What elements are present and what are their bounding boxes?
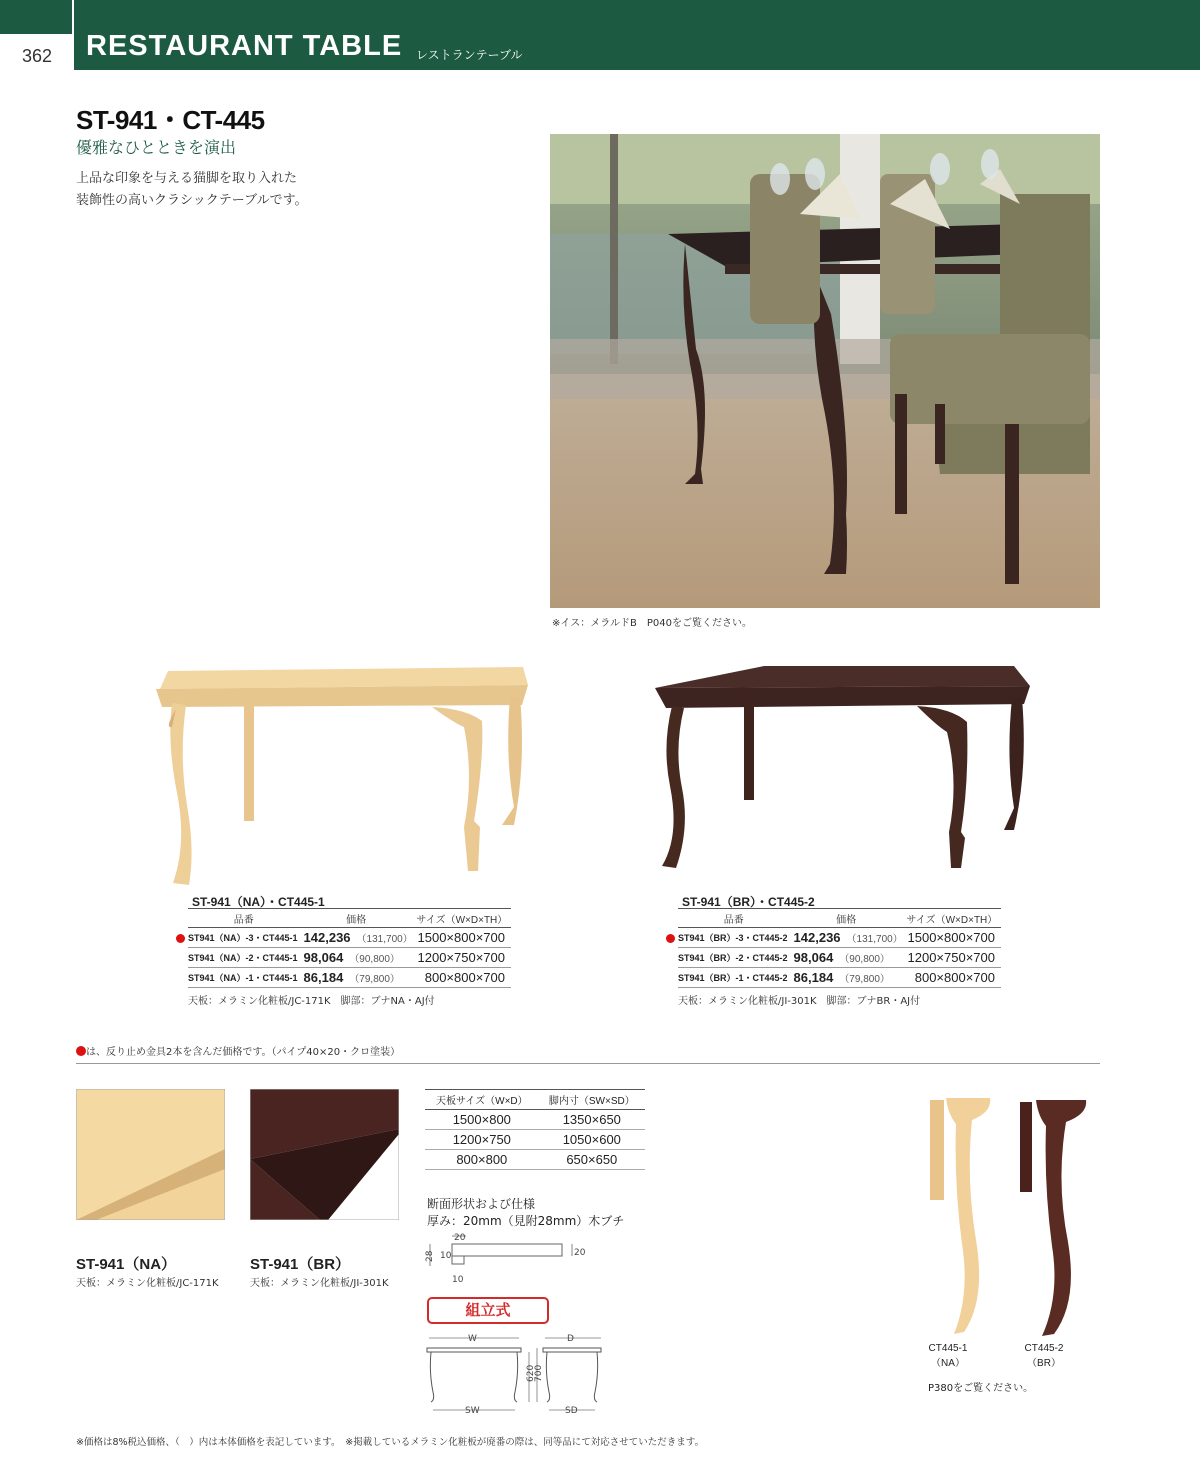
- column-header: 価格: [300, 909, 413, 928]
- table-row: [425, 1150, 645, 1170]
- bracket-note: [76, 1043, 400, 1058]
- dim-label: 20: [454, 1233, 466, 1243]
- photo-caption: ※イス：メラルドB P040をご覧ください。: [552, 618, 752, 629]
- leg-color: （NA）: [931, 1358, 965, 1369]
- table-row: [188, 968, 511, 988]
- column-header: 品番: [678, 909, 790, 928]
- price: 86,184: [793, 970, 834, 985]
- price-excl-tax: （131,700）: [846, 934, 903, 945]
- assembly-diagram: [425, 1330, 605, 1418]
- price: 98,064: [303, 950, 344, 965]
- product-code-text: ST941（BR）-3・CT445-2: [678, 933, 788, 943]
- column-header: 品番: [188, 909, 300, 928]
- legs-image: [918, 1090, 1098, 1340]
- header-divider: [72, 0, 74, 70]
- price-cell: [790, 968, 903, 988]
- price-excl-tax: （90,800）: [839, 954, 890, 965]
- product-code: [188, 928, 300, 948]
- table-header-row: [425, 1090, 645, 1110]
- price-cell: [300, 968, 413, 988]
- assembly-badge: 組立式: [427, 1297, 549, 1324]
- height-label: 620: [526, 1364, 536, 1382]
- table-row: [678, 968, 1001, 988]
- price-excl-tax: （79,800）: [349, 974, 400, 985]
- table-row: [425, 1110, 645, 1130]
- price: 142,236: [303, 930, 351, 945]
- product-code: ST941（NA）-1・CT445-1: [188, 968, 300, 988]
- swatch-na: [76, 1089, 225, 1220]
- price-cell: [790, 948, 903, 968]
- table-row: [188, 948, 511, 968]
- swatch-label-na: ST-941（NA）: [76, 1256, 177, 1273]
- spec-table-na: [188, 908, 511, 988]
- leg-color: （BR）: [1027, 1358, 1061, 1369]
- bracket-marker-icon: [176, 934, 185, 943]
- column-header: 価格: [790, 909, 903, 928]
- bracket-marker-icon: [76, 1046, 86, 1056]
- dimension-table: [425, 1089, 645, 1170]
- price-cell: [300, 928, 413, 948]
- table-row: [188, 928, 511, 948]
- product-code-text: ST941（NA）-3・CT445-1: [188, 933, 298, 943]
- size: 800×800×700: [413, 968, 511, 988]
- intro-line: 上品な印象を与える猫脚を取り入れた: [76, 171, 298, 186]
- column-header: 脚内寸（SW×SD）: [539, 1090, 645, 1110]
- table-na-image: [150, 665, 530, 887]
- column-header: 天板サイズ（W×D）: [425, 1090, 539, 1110]
- page-title: RESTAURANT TABLE: [86, 30, 403, 62]
- section-title: 断面形状および仕様: [427, 1197, 536, 1211]
- dim-label: 10: [452, 1275, 464, 1285]
- spec-table-br: [678, 908, 1001, 988]
- column-header: サイズ（W×D×TH）: [903, 909, 1001, 928]
- price-cell: [790, 928, 903, 948]
- top-size: 1200×750: [425, 1130, 539, 1150]
- intro-line: 装飾性の高いクラシックテーブルです。: [76, 193, 308, 208]
- sd-label: SD: [565, 1406, 578, 1416]
- height-label: 700: [534, 1364, 544, 1382]
- price: 142,236: [793, 930, 841, 945]
- section-profile-diagram: [422, 1230, 587, 1285]
- footer-note: ※価格は8%税込価格、（ ）内は本体価格を表記しています。 ※掲載しているメラミン化粧板が廃番の際は、同等品にて対応させていただきます。: [76, 1437, 704, 1448]
- swatch-desc-br: 天板：メラミン化粧板/JI-301K: [250, 1278, 389, 1289]
- top-size: 800×800: [425, 1150, 539, 1170]
- price: 98,064: [793, 950, 834, 965]
- size: 1200×750×700: [413, 948, 511, 968]
- variant-name-na: ST-941（NA）・CT445-1: [192, 895, 325, 909]
- dim-label: 20: [574, 1248, 586, 1258]
- page-number: 362: [0, 34, 72, 70]
- dim-label: 10: [440, 1251, 452, 1261]
- bracket-marker-icon: [666, 934, 675, 943]
- price: 86,184: [303, 970, 344, 985]
- size: 1200×750×700: [903, 948, 1001, 968]
- product-intro: [76, 168, 308, 212]
- leg-inner-size: 1050×600: [539, 1130, 645, 1150]
- price-excl-tax: （90,800）: [349, 954, 400, 965]
- leg-label-br: [1022, 1343, 1066, 1369]
- table-row: [678, 948, 1001, 968]
- leg-inner-size: 1350×650: [539, 1110, 645, 1130]
- page-subtitle: レストランテーブル: [416, 48, 523, 62]
- size: 1500×800×700: [413, 928, 511, 948]
- table-header-row: [678, 909, 1001, 928]
- variant-name-br: ST-941（BR）・CT445-2: [682, 895, 815, 909]
- material-note-br: 天板：メラミン化粧板/JI-301K 脚部：ブナBR・AJ付: [678, 996, 921, 1007]
- table-row: [678, 928, 1001, 948]
- swatch-desc-na: 天板：メラミン化粧板/JC-171K: [76, 1278, 219, 1289]
- bracket-note-text: は、反り止め金具2本を含んだ価格です。（パイプ40×20・クロ塗装）: [86, 1047, 401, 1058]
- price-excl-tax: （131,700）: [356, 934, 413, 945]
- swatch-label-br: ST-941（BR）: [250, 1256, 351, 1273]
- top-size: 1500×800: [425, 1110, 539, 1130]
- material-note-na: 天板：メラミン化粧板/JC-171K 脚部：ブナNA・AJ付: [188, 996, 435, 1007]
- dim-label: 28: [425, 1250, 435, 1262]
- column-header: サイズ（W×D×TH）: [413, 909, 511, 928]
- section-spec: 厚み：20mm（見附28mm）木ブチ: [427, 1214, 625, 1228]
- section-divider: [76, 1063, 1100, 1064]
- table-header-row: [188, 909, 511, 928]
- product-model: ST-941・CT-445: [76, 105, 265, 135]
- depth-label: D: [567, 1334, 574, 1344]
- product-code: ST941（NA）-2・CT445-1: [188, 948, 300, 968]
- product-code: ST941（BR）-1・CT445-2: [678, 968, 790, 988]
- product-tagline: 優雅なひとときを演出: [76, 138, 237, 157]
- legs-reference: P380をご覧ください。: [928, 1383, 1034, 1394]
- size: 1500×800×700: [903, 928, 1001, 948]
- table-br-image: [652, 660, 1034, 882]
- price-cell: [300, 948, 413, 968]
- leg-code: CT445-1: [928, 1343, 968, 1354]
- leg-code: CT445-2: [1024, 1343, 1064, 1354]
- table-row: [425, 1130, 645, 1150]
- swatch-br: [250, 1089, 399, 1220]
- product-code: [678, 928, 790, 948]
- product-code: ST941（BR）-2・CT445-2: [678, 948, 790, 968]
- sw-label: SW: [465, 1406, 480, 1416]
- width-label: W: [468, 1334, 477, 1344]
- restaurant-photo: [550, 134, 1100, 608]
- leg-label-na: [928, 1343, 968, 1369]
- price-excl-tax: （79,800）: [839, 974, 890, 985]
- leg-inner-size: 650×650: [539, 1150, 645, 1170]
- size: 800×800×700: [903, 968, 1001, 988]
